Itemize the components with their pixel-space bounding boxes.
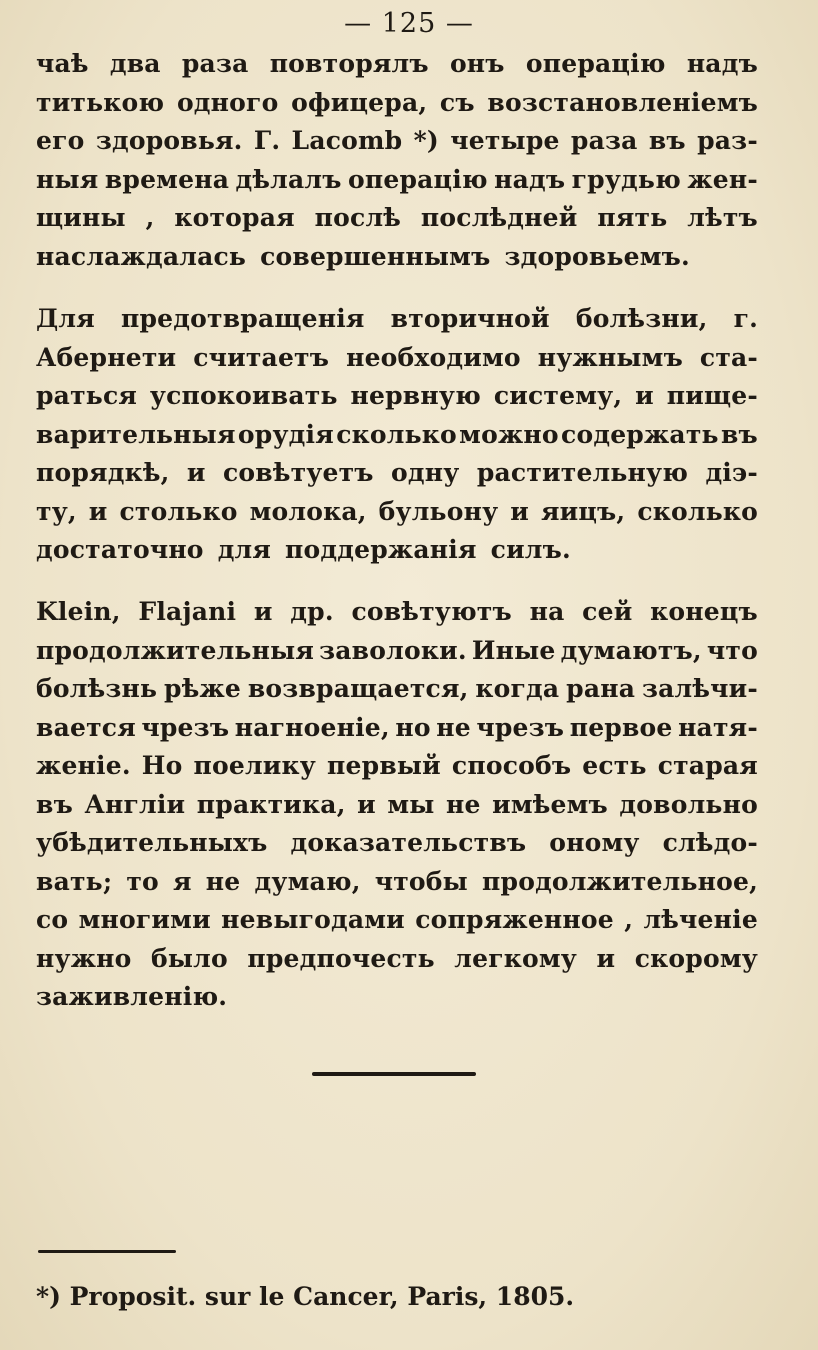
text-line: чаѣ два раза повторялъ онъ операцію надъ — [36, 49, 758, 78]
page-number: — 125 — — [344, 8, 474, 39]
text-line: его здоровья. Г. Lacomb *) четыре раза въ раз- — [36, 126, 758, 155]
paragraph-1 — [36, 45, 758, 276]
text-line: наслаждалась совершеннымъ здоровьемъ. — [36, 241, 690, 271]
footnote-separator-rule — [38, 1250, 176, 1253]
text-line: щины , которая послѣ послѣдней пять лѣтъ — [36, 203, 758, 232]
text-line: убѣдительныхъ доказательствъ оному слѣдо- — [36, 828, 758, 857]
text-line: порядкѣ, и совѣтуетъ одну растительную діэ- — [36, 458, 758, 487]
section-divider-rule — [312, 1072, 476, 1076]
footnote: *) Proposit. sur le Cancer, Paris, 1805. — [36, 1282, 575, 1311]
text-line: женіе. Но поелику первый способъ есть старая — [36, 751, 758, 780]
text-line: раться успокоивать нервную систему, и пище- — [36, 381, 758, 410]
text-line: ту, и столько молока, бульону и яицъ, сколько — [36, 496, 758, 526]
text-line: ныя времена дѣлалъ операцію надъ грудью жен- — [36, 164, 758, 194]
text-line: Для предотвращенія вторичной болѣзни, г. — [36, 304, 758, 333]
text-line: нужно было предпочесть легкому и скорому — [36, 943, 758, 973]
text-line: Абернети считаетъ необходимо нужнымъ ста- — [36, 342, 758, 372]
text-line: продолжительныя заволоки. Иные думаютъ, что — [36, 635, 758, 665]
text-line: вать; то я не думаю, чтобы продолжительное, — [36, 866, 758, 896]
text-line: достаточно для поддержанія силъ. — [36, 535, 571, 564]
paragraph-3 — [36, 593, 758, 1017]
text-line: въ Англіи практика, и мы не имѣемъ довольно — [36, 789, 758, 819]
text-line: заживленію. — [36, 982, 228, 1011]
text-line: варительныя орудія сколько можно содержать въ — [36, 419, 758, 449]
text-line: Klein, Flajani и др. совѣтуютъ на сей конецъ — [36, 597, 758, 626]
text-line: титькою одного офицера, съ возстановленіемъ — [36, 87, 758, 117]
text-line: со многими невыгодами сопряженное , лѣченіе — [36, 905, 758, 934]
paragraph-2 — [36, 300, 758, 570]
text-line: болѣзнь рѣже возвращается, когда рана залѣчи- — [36, 674, 758, 703]
text-line: вается чрезъ нагноеніе, но не чрезъ первое натя- — [36, 712, 758, 742]
